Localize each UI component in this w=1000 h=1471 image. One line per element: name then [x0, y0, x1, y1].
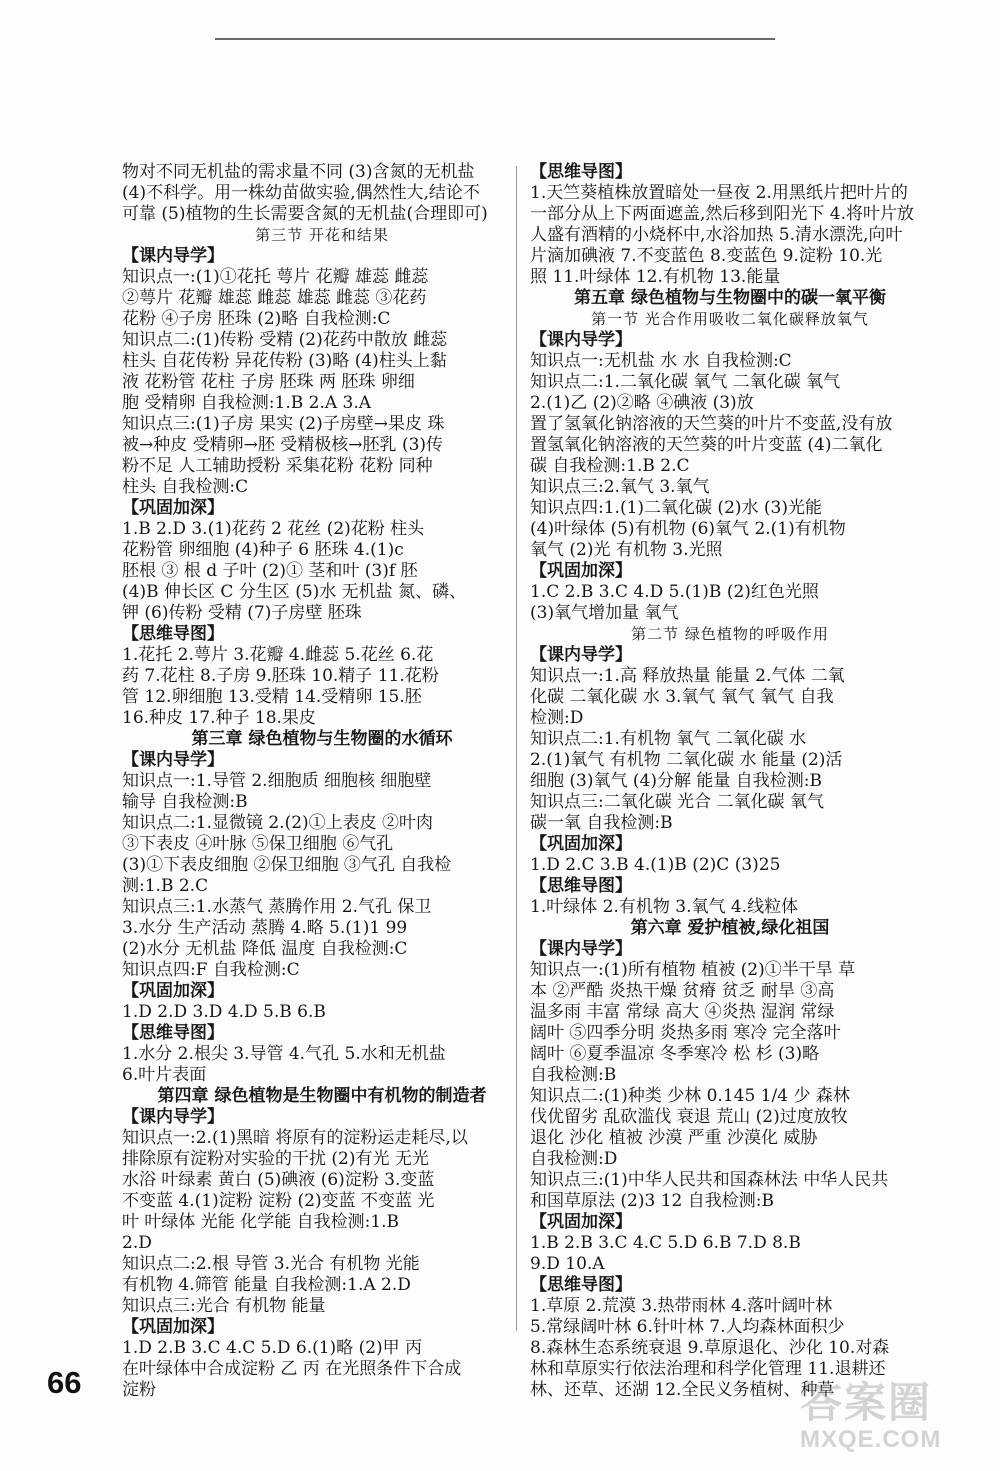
- answer-line: 温多雨 丰富 常绿 高大 ④炎热 湿润 常绿: [530, 1002, 835, 1022]
- answer-line: 置氢氧化钠溶液的天竺葵的叶片变蓝 (4)二氧化: [530, 435, 883, 455]
- section-heading: 【巩固加深】: [530, 561, 632, 581]
- answer-line: 阔叶 ⑥夏季温凉 冬季寒冷 松 杉 (3)略: [530, 1044, 820, 1064]
- answer-line: ③下表皮 ④叶脉 ⑤保卫细胞 ⑥气孔: [122, 834, 394, 854]
- answer-line: 5.常绿阔叶林 6.针叶林 7.人均森林面积少: [530, 1317, 845, 1337]
- section-heading: 【课内导学】: [530, 939, 632, 959]
- answer-line: 化碳 二氧化碳 水 3.氧气 氧气 氧气 自我: [530, 687, 834, 707]
- chapter-title: 第三章 绿色植物与生物圈的水循环: [191, 729, 453, 749]
- answer-line: 胚根 ③ 根 d 子叶 (2)① 茎和叶 (3)f 胚: [122, 561, 418, 581]
- answer-line: 1.花托 2.萼片 3.花瓣 4.雌蕊 5.花丝 6.花: [122, 645, 434, 665]
- answer-line: 排除原有淀粉对实验的干扰 (2)有光 无光: [122, 1149, 429, 1169]
- answer-line: 9.D 10.A: [530, 1254, 605, 1274]
- answer-line: 钾 (6)传粉 受精 (7)子房壁 胚珠: [122, 603, 362, 623]
- section-heading: 【巩固加深】: [122, 1317, 224, 1337]
- answer-line: 物对不同无机盐的需求量不同 (3)含氮的无机盐: [122, 162, 475, 182]
- section-heading: 【思维导图】: [530, 876, 632, 896]
- answer-line: 叶 叶绿体 光能 化学能 自我检测:1.B: [122, 1212, 400, 1232]
- answer-line: 细胞 (3)氧气 (4)分解 能量 自我检测:B: [530, 771, 822, 791]
- answer-line: (2)水分 无机盐 降低 温度 自我检测:C: [122, 939, 408, 959]
- answer-line: 知识点一:1.导管 2.细胞质 细胞核 细胞壁: [122, 771, 432, 791]
- answer-line: 本 ②严酷 炎热干燥 贫瘠 贫乏 耐旱 ③高: [530, 981, 835, 1001]
- answer-line: 知识点四:1.(1)二氧化碳 (2)水 (3)光能: [530, 498, 822, 518]
- answer-line: 知识点一:(1)①花托 萼片 花瓣 雄蕊 雌蕊: [122, 267, 429, 287]
- right-column: [530, 162, 930, 1401]
- answer-line: 知识点三:(1)中华人民共和国森林法 中华人民共: [530, 1170, 889, 1190]
- answer-line: 液 花粉管 花柱 子房 胚珠 两 胚珠 卵细: [122, 372, 415, 392]
- watermark-url: MXQE.COM: [800, 1426, 942, 1453]
- chapter-title: 第五章 绿色植物与生物圈中的碳一氧平衡: [574, 288, 886, 308]
- answer-line: 林和草原实行依法治理和科学化管理 11.退耕还: [530, 1359, 886, 1379]
- answer-line: 自我检测:B: [530, 1065, 617, 1085]
- section-heading: 【巩固加深】: [530, 834, 632, 854]
- section-heading: 【课内导学】: [122, 246, 224, 266]
- answer-line: 一部分从上下两面遮盖,然后移到阳光下 4.将叶片放: [530, 204, 915, 224]
- answer-line: 人盛有酒精的小烧杯中,水浴加热 5.清水漂洗,向叶: [530, 225, 903, 245]
- left-column: [122, 162, 522, 1401]
- answer-line: 1.叶绿体 2.有机物 3.氧气 4.线粒体: [530, 897, 799, 917]
- answer-line: 被→种皮 受精卵→胚 受精极核→胚乳 (3)传: [122, 435, 444, 455]
- answer-line: 碳一氧 自我检测:B: [530, 813, 673, 833]
- answer-line: 置了氢氧化钠溶液的天竺葵的叶片不变蓝,没有放: [530, 414, 893, 434]
- answer-line: 1.B 2.B 3.C 4.C 5.D 6.B 7.D 8.B: [530, 1233, 801, 1253]
- answer-line: 知识点一:无机盐 水 水 自我检测:C: [530, 351, 792, 371]
- answer-line: 知识点三:(1)子房 果实 (2)子房壁→果皮 珠: [122, 414, 445, 434]
- answer-line: 淀粉: [122, 1380, 156, 1400]
- answer-line: (4)不科学。用一株幼苗做实验,偶然性大,结论不: [122, 183, 480, 203]
- answer-line: 1.B 2.D 3.(1)花药 2 花丝 (2)花粉 柱头: [122, 519, 425, 539]
- answer-line: 和国草原法 (2)3 12 自我检测:B: [530, 1191, 774, 1211]
- answer-line: 氧气 (2)光 有机物 3.光照: [530, 540, 723, 560]
- answer-line: 2.(1)乙 (2)②略 ④碘液 (3)放: [530, 393, 754, 413]
- answer-line: 柱头 自花传粉 异花传粉 (3)略 (4)柱头上黏: [122, 351, 447, 371]
- answer-line: 柱头 自我检测:C: [122, 477, 249, 497]
- answer-line: 2.(1)氧气 有机物 二氧化碳 水 能量 (2)活: [530, 750, 843, 770]
- section-heading: 【思维导图】: [122, 1023, 224, 1043]
- answer-line: 自我检测:D: [530, 1149, 618, 1169]
- answer-line: 片滴加碘液 7.不变蓝色 8.变蓝色 9.淀粉 10.光: [530, 246, 883, 266]
- answer-line: 1.D 2.D 3.D 4.D 5.B 6.B: [122, 1002, 326, 1022]
- section-heading: 【课内导学】: [530, 645, 632, 665]
- answer-line: 粉不足 人工辅助授粉 采集花粉 花粉 同种: [122, 456, 433, 476]
- answer-line: (4)B 伸长区 C 分生区 (5)水 无机盐 氮、磷、: [122, 582, 467, 602]
- answer-line: 知识点一:(1)所有植物 植被 (2)①半干旱 草: [530, 960, 856, 980]
- section-subtitle: 第二节 绿色植物的呼吸作用: [631, 625, 829, 643]
- answer-line: 不变蓝 4.(1)淀粉 淀粉 (2)变蓝 不变蓝 光: [122, 1191, 435, 1211]
- section-heading: 【思维导图】: [530, 1275, 632, 1295]
- section-heading: 【课内导学】: [122, 750, 224, 770]
- answer-line: 1.天竺葵植株放置暗处一昼夜 2.用黑纸片把叶片的: [530, 183, 908, 203]
- answer-line: 知识点三:2.氧气 3.氧气: [530, 477, 710, 497]
- page-number: 66: [47, 1365, 82, 1400]
- section-subtitle: 第三节 开花和结果: [255, 226, 389, 244]
- answer-line: 8.森林生态系统衰退 9.草原退化、沙化 10.对森: [530, 1338, 890, 1358]
- answer-line: 测:1.B 2.C: [122, 876, 209, 896]
- answer-line: 胞 受精卵 自我检测:1.B 2.A 3.A: [122, 393, 372, 413]
- answer-line: 3.水分 生产活动 蒸腾 4.略 5.(1)1 99: [122, 918, 408, 938]
- top-rule: [215, 38, 775, 40]
- answer-line: 有机物 4.筛管 能量 自我检测:1.A 2.D: [122, 1275, 411, 1295]
- answer-line: 药 7.花柱 8.子房 9.胚珠 10.精子 11.花粉: [122, 666, 439, 686]
- answer-line: 林、还草、还湖 12.全民义务植树、种草: [530, 1380, 835, 1400]
- section-heading: 【思维导图】: [530, 162, 632, 182]
- chapter-title: 第四章 绿色植物是生物圈中有机物的制造者: [157, 1086, 487, 1106]
- answer-line: (3)氧气增加量 氧气: [530, 603, 679, 623]
- section-subtitle: 第一节 光合作用吸收二氧化碳释放氧气: [591, 310, 869, 328]
- answer-line: 照 11.叶绿体 12.有机物 13.能量: [530, 267, 781, 287]
- answer-line: 知识点二:2.根 导管 3.光合 有机物 光能: [122, 1254, 420, 1274]
- section-heading: 【思维导图】: [122, 624, 224, 644]
- answer-line: 可靠 (5)植物的生长需要含氮的无机盐(合理即可): [122, 204, 488, 224]
- answer-line: 1.水分 2.根尖 3.导管 4.气孔 5.水和无机盐: [122, 1044, 446, 1064]
- answer-line: ②萼片 花瓣 雄蕊 雌蕊 雄蕊 雌蕊 ③花药: [122, 288, 427, 308]
- answer-line: 伐优留劣 乱砍滥伐 衰退 荒山 (2)过度放牧: [530, 1107, 848, 1127]
- answer-line: 阔叶 ⑤四季分明 炎热多雨 寒冷 完全落叶: [530, 1023, 841, 1043]
- answer-line: 花粉管 卵细胞 (4)种子 6 胚珠 4.(1)c: [122, 540, 404, 560]
- answer-line: 知识点三:二氧化碳 光合 二氧化碳 氧气: [530, 792, 824, 812]
- answer-line: 水浴 叶绿素 黄白 (5)碘液 (6)淀粉 3.变蓝: [122, 1170, 435, 1190]
- answer-line: 知识点三:1.水蒸气 蒸腾作用 2.气孔 保卫: [122, 897, 432, 917]
- answer-line: 16.种皮 17.种子 18.果皮: [122, 708, 316, 728]
- answer-line: 碳 自我检测:1.B 2.C: [530, 456, 690, 476]
- answer-line: 知识点四:F 自我检测:C: [122, 960, 300, 980]
- answer-line: 退化 沙化 植被 沙漠 严重 沙漠化 威胁: [530, 1128, 818, 1148]
- answer-line: 知识点二:1.二氧化碳 氧气 二氧化碳 氧气: [530, 372, 841, 392]
- answer-line: 知识点二:(1)种类 少林 0.145 1/4 少 森林: [530, 1086, 850, 1106]
- section-heading: 【巩固加深】: [122, 498, 224, 518]
- answer-line: (3)①下表皮细胞 ②保卫细胞 ③气孔 自我检: [122, 855, 452, 875]
- watermark-logo-text: 答案圈: [800, 1378, 933, 1427]
- answer-line: 2.D: [122, 1233, 152, 1253]
- answer-line: 知识点二:1.显微镜 2.(2)①上表皮 ②叶肉: [122, 813, 434, 833]
- column-divider: [516, 166, 517, 1331]
- answer-line: 知识点二:(1)传粉 受精 (2)花药中散放 雌蕊: [122, 330, 448, 350]
- answer-line: 6.叶片表面: [122, 1065, 207, 1085]
- answer-line: 管 12.卵细胞 13.受精 14.受精卵 15.胚: [122, 687, 422, 707]
- section-heading: 【巩固加深】: [122, 981, 224, 1001]
- answer-line: 检测:D: [530, 708, 584, 728]
- section-heading: 【课内导学】: [530, 330, 632, 350]
- answer-line: 1.C 2.B 3.C 4.D 5.(1)B (2)红色光照: [530, 582, 819, 602]
- answer-line: 知识点二:1.有机物 氧气 二氧化碳 水: [530, 729, 807, 749]
- answer-line: 知识点一:2.(1)黑暗 将原有的淀粉运走耗尽,以: [122, 1128, 468, 1148]
- answer-line: 1.草原 2.荒漠 3.热带雨林 4.落叶阔叶林: [530, 1296, 833, 1316]
- answer-line: 1.D 2.C 3.B 4.(1)B (2)C (3)25: [530, 855, 781, 875]
- watermark: [800, 1380, 990, 1465]
- answer-line: 知识点一:1.高 释放热量 能量 2.气体 二氧: [530, 666, 845, 686]
- answer-line: 花粉 ④子房 胚珠 (2)略 自我检测:C: [122, 309, 391, 329]
- answer-line: 输导 自我检测:B: [122, 792, 248, 812]
- answer-line: 知识点三:光合 有机物 能量: [122, 1296, 326, 1316]
- section-heading: 【课内导学】: [122, 1107, 224, 1127]
- answer-line: (4)叶绿体 (5)有机物 (6)氧气 2.(1)有机物: [530, 519, 846, 539]
- section-heading: 【巩固加深】: [530, 1212, 632, 1232]
- answer-line: 在叶绿体中合成淀粉 乙 丙 在光照条件下合成: [122, 1359, 462, 1379]
- answer-line: 1.D 2.B 3.C 4.C 5.D 6.(1)略 (2)甲 丙: [122, 1338, 423, 1358]
- chapter-title: 第六章 爱护植被,绿化祖国: [630, 918, 830, 938]
